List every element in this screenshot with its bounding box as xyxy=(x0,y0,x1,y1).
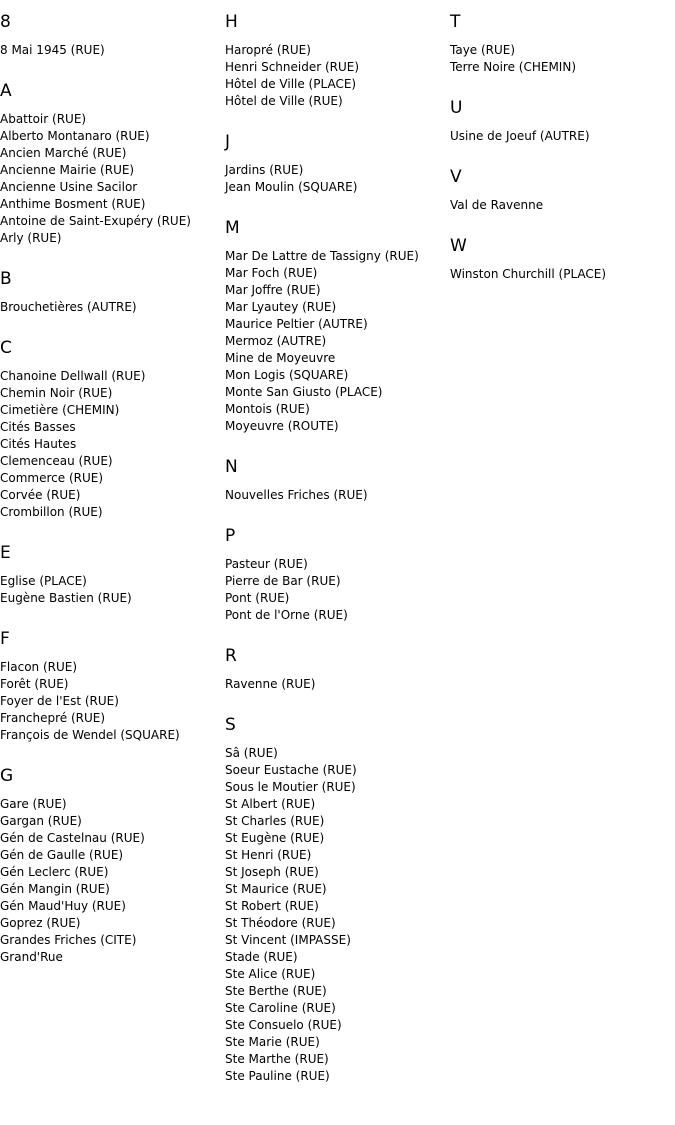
letter-section xyxy=(0,629,225,744)
street-link[interactable]: Gargan (RUE) xyxy=(0,814,82,828)
street-link[interactable]: Cités Hautes xyxy=(0,437,77,451)
street-link[interactable]: Hôtel de Ville (RUE) xyxy=(225,94,343,108)
letter-section xyxy=(450,236,675,283)
section-letter-heading: H xyxy=(225,12,238,32)
section-letter-heading: B xyxy=(0,269,12,289)
letter-section xyxy=(450,167,675,214)
street-link[interactable]: Ancien Marché (RUE) xyxy=(0,146,127,160)
street-link[interactable]: St Albert (RUE) xyxy=(225,797,316,811)
street-link[interactable]: Gén de Gaulle (RUE) xyxy=(0,848,124,862)
street-link[interactable]: Ste Berthe (RUE) xyxy=(225,984,327,998)
street-link[interactable]: Henri Schneider (RUE) xyxy=(225,60,360,74)
letter-section xyxy=(225,715,450,1085)
street-link[interactable]: Ste Caroline (RUE) xyxy=(225,1001,336,1015)
index-column xyxy=(225,0,450,1107)
street-link[interactable]: Hôtel de Ville (PLACE) xyxy=(225,77,357,91)
letter-section xyxy=(225,132,450,196)
street-link[interactable]: Antoine de Saint-Exupéry (RUE) xyxy=(0,214,191,228)
section-letter-heading: C xyxy=(0,338,12,358)
street-link[interactable]: Brouchetières (AUTRE) xyxy=(0,300,137,314)
street-list xyxy=(225,42,450,110)
street-link[interactable]: Ancienne Usine Sacilor xyxy=(0,180,138,194)
section-letter-heading: P xyxy=(225,526,236,546)
street-link[interactable]: Crombillon (RUE) xyxy=(0,505,103,519)
section-letter-heading: W xyxy=(450,236,467,256)
letter-section xyxy=(450,98,675,145)
letter-section xyxy=(450,12,675,76)
street-link[interactable]: Sous le Moutier (RUE) xyxy=(225,780,356,794)
street-list xyxy=(450,266,675,283)
street-list xyxy=(450,128,675,145)
street-link[interactable]: St Charles (RUE) xyxy=(225,814,325,828)
street-link[interactable]: Franchepré (RUE) xyxy=(0,711,106,725)
street-link[interactable]: Ste Marthe (RUE) xyxy=(225,1052,329,1066)
street-link[interactable]: Commerce (RUE) xyxy=(0,471,104,485)
letter-section xyxy=(225,12,450,110)
letter-section xyxy=(225,646,450,693)
street-link[interactable]: Stade (RUE) xyxy=(225,950,298,964)
street-list xyxy=(225,745,450,1085)
index-column xyxy=(450,0,675,305)
street-link[interactable]: Ravenne (RUE) xyxy=(225,677,316,691)
street-link[interactable]: St Théodore (RUE) xyxy=(225,916,336,930)
letter-section xyxy=(225,218,450,435)
street-link[interactable]: Maurice Peltier (AUTRE) xyxy=(225,317,368,331)
street-link[interactable]: Pont de l'Orne (RUE) xyxy=(225,608,348,622)
letter-section xyxy=(225,526,450,624)
street-link[interactable]: Gén Maud'Huy (RUE) xyxy=(0,899,126,913)
street-link[interactable]: Monte San Giusto (PLACE) xyxy=(225,385,383,399)
section-letter-heading: M xyxy=(225,218,240,238)
street-link[interactable]: Soeur Eustache (RUE) xyxy=(225,763,357,777)
street-link[interactable]: Jardins (RUE) xyxy=(225,163,304,177)
street-link[interactable]: François de Wendel (SQUARE) xyxy=(0,728,180,742)
section-letter-heading: A xyxy=(0,81,12,101)
street-link[interactable]: Ancienne Mairie (RUE) xyxy=(0,163,135,177)
street-link[interactable]: Mine de Moyeuvre xyxy=(225,351,336,365)
street-link[interactable]: Gén de Castelnau (RUE) xyxy=(0,831,145,845)
street-link[interactable]: Pierre de Bar (RUE) xyxy=(225,574,341,588)
street-link[interactable]: St Maurice (RUE) xyxy=(225,882,327,896)
street-link[interactable]: Eugène Bastien (RUE) xyxy=(0,591,132,605)
street-link[interactable]: Mar Foch (RUE) xyxy=(225,266,318,280)
street-link[interactable]: Grand'Rue xyxy=(0,950,63,964)
street-link[interactable]: Jean Moulin (SQUARE) xyxy=(225,180,358,194)
street-link[interactable]: St Henri (RUE) xyxy=(225,848,312,862)
street-list xyxy=(0,573,225,607)
street-link[interactable]: Taye (RUE) xyxy=(450,43,516,57)
street-list xyxy=(450,197,675,214)
street-link[interactable]: Moyeuvre (ROUTE) xyxy=(225,419,339,433)
street-link[interactable]: Cités Basses xyxy=(0,420,76,434)
section-letter-heading: J xyxy=(225,132,231,152)
street-list xyxy=(0,42,225,59)
section-letter-heading: S xyxy=(225,715,236,735)
street-list xyxy=(0,111,225,247)
street-link[interactable]: Forêt (RUE) xyxy=(0,677,69,691)
street-list xyxy=(0,796,225,966)
section-letter-heading: N xyxy=(225,457,238,477)
index-column xyxy=(0,0,225,988)
street-link[interactable]: Foyer de l'Est (RUE) xyxy=(0,694,119,708)
street-link[interactable]: Flacon (RUE) xyxy=(0,660,78,674)
street-list xyxy=(225,162,450,196)
street-link[interactable]: Usine de Joeuf (AUTRE) xyxy=(450,129,590,143)
letter-section xyxy=(0,338,225,521)
street-link[interactable]: Terre Noire (CHEMIN) xyxy=(450,60,576,74)
section-letter-heading: T xyxy=(450,12,461,32)
letter-section xyxy=(0,12,225,59)
street-list xyxy=(225,487,450,504)
street-link[interactable]: Clemenceau (RUE) xyxy=(0,454,113,468)
street-link[interactable]: Mon Logis (SQUARE) xyxy=(225,368,349,382)
street-link[interactable]: Grandes Friches (CITE) xyxy=(0,933,137,947)
street-link[interactable]: Ste Consuelo (RUE) xyxy=(225,1018,342,1032)
street-link[interactable]: Sâ (RUE) xyxy=(225,746,278,760)
street-link[interactable]: 8 Mai 1945 (RUE) xyxy=(0,43,105,57)
section-letter-heading: R xyxy=(225,646,237,666)
letter-section xyxy=(0,81,225,247)
street-link[interactable]: Chemin Noir (RUE) xyxy=(0,386,113,400)
section-letter-heading: V xyxy=(450,167,462,187)
section-letter-heading: 8 xyxy=(0,12,11,32)
street-link[interactable]: Chanoine Dellwall (RUE) xyxy=(0,369,146,383)
street-link[interactable]: Pasteur (RUE) xyxy=(225,557,308,571)
letter-section xyxy=(225,457,450,504)
street-list xyxy=(0,299,225,316)
street-link[interactable]: Anthime Bosment (RUE) xyxy=(0,197,146,211)
letter-section xyxy=(0,766,225,966)
street-link[interactable]: St Vincent (IMPASSE) xyxy=(225,933,351,947)
street-list xyxy=(0,659,225,744)
letter-section xyxy=(0,543,225,607)
street-list xyxy=(450,42,675,76)
street-link[interactable]: Mar Lyautey (RUE) xyxy=(225,300,337,314)
street-link[interactable]: St Robert (RUE) xyxy=(225,899,319,913)
street-link[interactable]: Nouvelles Friches (RUE) xyxy=(225,488,368,502)
street-link[interactable]: St Eugène (RUE) xyxy=(225,831,325,845)
street-link[interactable]: Gén Leclerc (RUE) xyxy=(0,865,109,879)
street-link[interactable]: Val de Ravenne xyxy=(450,198,544,212)
section-letter-heading: U xyxy=(450,98,463,118)
section-letter-heading: F xyxy=(0,629,10,649)
street-link[interactable]: St Joseph (RUE) xyxy=(225,865,319,879)
street-link[interactable]: Mar De Lattre de Tassigny (RUE) xyxy=(225,249,419,263)
street-link[interactable]: Gare (RUE) xyxy=(0,797,67,811)
street-link[interactable]: Eglise (PLACE) xyxy=(0,574,87,588)
street-link[interactable]: Alberto Montanaro (RUE) xyxy=(0,129,150,143)
street-link[interactable]: Ste Alice (RUE) xyxy=(225,967,316,981)
street-link[interactable]: Mermoz (AUTRE) xyxy=(225,334,327,348)
street-link[interactable]: Ste Marie (RUE) xyxy=(225,1035,320,1049)
street-link[interactable]: Montois (RUE) xyxy=(225,402,310,416)
street-list xyxy=(225,248,450,435)
street-link[interactable]: Corvée (RUE) xyxy=(0,488,81,502)
street-link[interactable]: Abattoir (RUE) xyxy=(0,112,87,126)
street-link[interactable]: Haropré (RUE) xyxy=(225,43,311,57)
street-link[interactable]: Cimetière (CHEMIN) xyxy=(0,403,120,417)
section-letter-heading: E xyxy=(0,543,11,563)
street-link[interactable]: Winston Churchill (PLACE) xyxy=(450,267,607,281)
street-list xyxy=(0,368,225,521)
letter-section xyxy=(0,269,225,316)
street-list xyxy=(225,556,450,624)
street-link[interactable]: Ste Pauline (RUE) xyxy=(225,1069,330,1083)
street-link[interactable]: Pont (RUE) xyxy=(225,591,290,605)
street-link[interactable]: Mar Joffre (RUE) xyxy=(225,283,321,297)
street-link[interactable]: Gén Mangin (RUE) xyxy=(0,882,110,896)
street-list xyxy=(225,676,450,693)
section-letter-heading: G xyxy=(0,766,14,786)
street-link[interactable]: Goprez (RUE) xyxy=(0,916,81,930)
street-link[interactable]: Arly (RUE) xyxy=(0,231,62,245)
